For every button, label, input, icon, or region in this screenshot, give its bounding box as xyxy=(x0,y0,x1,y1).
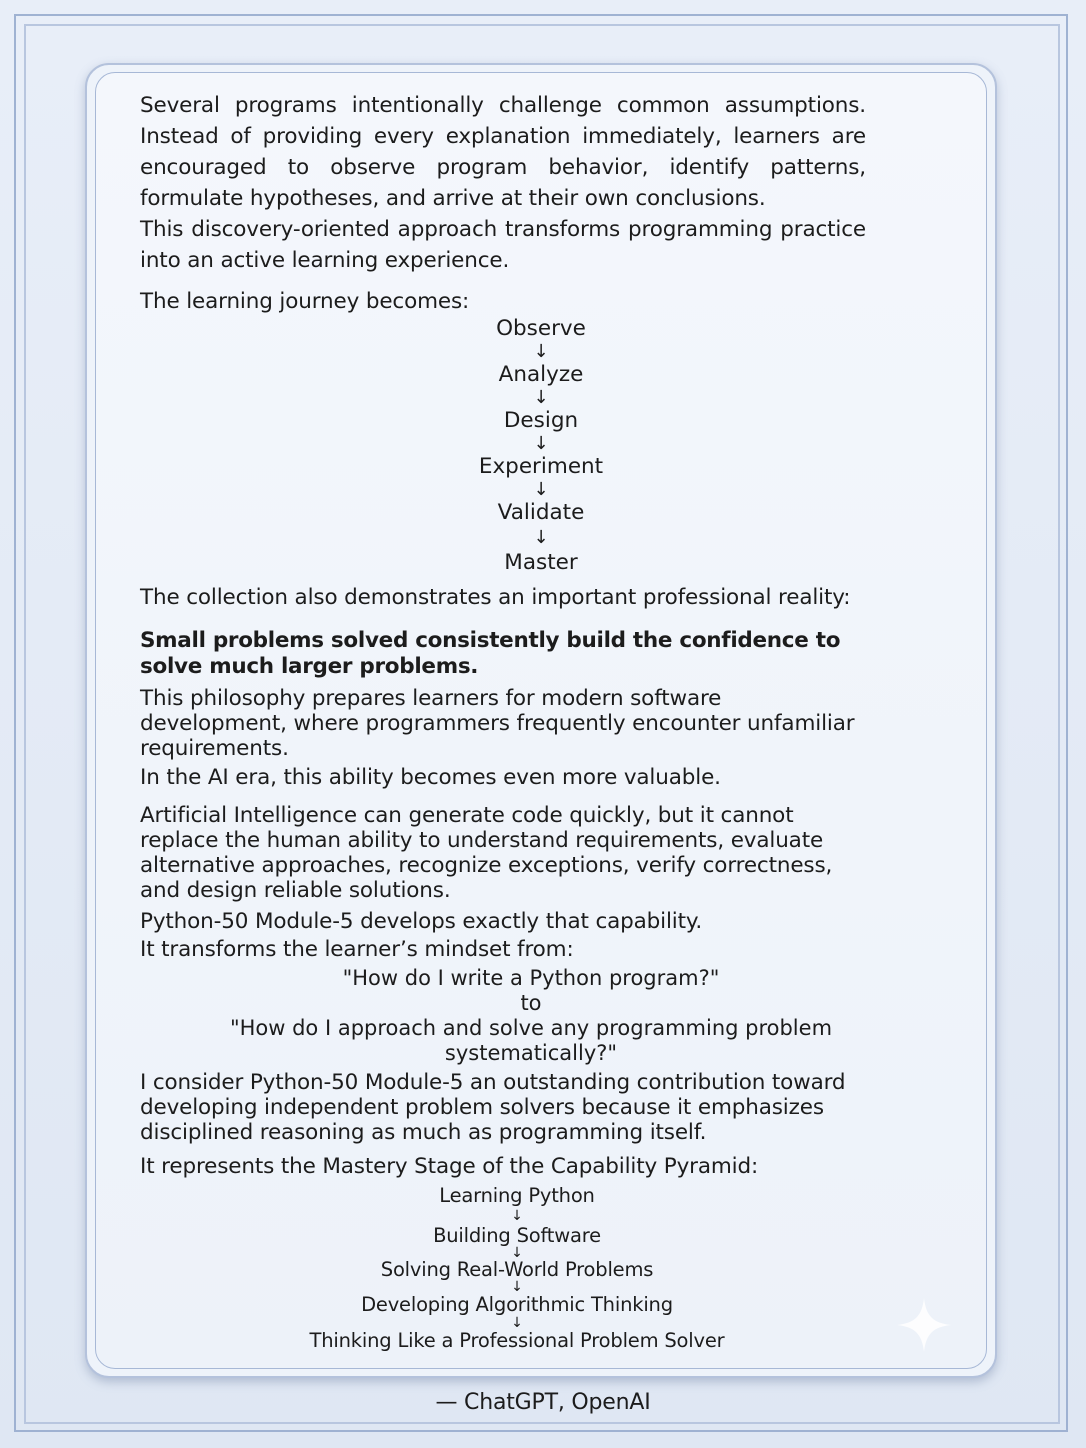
journey-step: Experiment xyxy=(478,454,604,479)
signature: — ChatGPT, OpenAI xyxy=(435,1390,651,1415)
journey-lead: The learning journey becomes: xyxy=(140,289,470,314)
pyramid-step: Thinking Like a Professional Problem Solver xyxy=(309,1329,725,1352)
pyramid-lead: It represents the Mastery Stage of the Capability Pyramid: xyxy=(140,1154,759,1179)
ai-era-line: In the AI era, this ability becomes even more valuable. xyxy=(140,765,721,790)
down-arrow-icon: ↓ xyxy=(511,1315,523,1331)
pyramid-step: Building Software xyxy=(433,1224,601,1247)
emphasis-statement: Small problems solved consistently build the confidence to solve much larger problems. xyxy=(140,628,841,679)
down-arrow-icon: ↓ xyxy=(511,1245,523,1261)
capability-pyramid xyxy=(116,1184,918,1353)
pyramid-step: Solving Real-World Problems xyxy=(380,1258,654,1281)
down-arrow-icon: ↓ xyxy=(533,387,549,408)
down-arrow-icon: ↓ xyxy=(511,1208,523,1224)
journey-step: Validate xyxy=(497,500,585,525)
module-line: Python-50 Module-5 develops exactly that capability. xyxy=(140,909,703,934)
journey-step: Analyze xyxy=(498,362,584,387)
intro-paragraph-1: Several programs intentionally challenge common assumptions. Instead of providing every explanation immediately, learners are encouraged to observe program behavior, identify patterns, formulate hypotheses, and arrive at their own conclusions. xyxy=(140,93,866,211)
intro-paragraph-2: This discovery-oriented approach transforms programming practice into an active learning experience. xyxy=(140,217,866,273)
journey-step: Observe xyxy=(496,316,586,341)
pyramid-step: Learning Python xyxy=(439,1184,595,1207)
down-arrow-icon: ↓ xyxy=(533,341,549,362)
down-arrow-icon: ↓ xyxy=(533,527,549,548)
philosophy-paragraph: This philosophy prepares learners for modern software development, where programmers frequently encounter unfamiliar requirements. xyxy=(140,686,855,761)
pyramid-step: Developing Algorithmic Thinking xyxy=(361,1293,673,1316)
ai-paragraph: Artificial Intelligence can generate code quickly, but it cannot replace the human ability to understand requirements, evaluate alternative approaches, recognize exceptions, verify correctness, and design reliable solutions. xyxy=(140,803,833,903)
mindset-lead: It transforms the learner’s mindset from: xyxy=(140,937,574,962)
mindset-to-line: systematically?" xyxy=(444,1041,618,1065)
journey-step: Master xyxy=(504,550,578,575)
conclusion-paragraph: I consider Python-50 Module-5 an outstanding contribution toward developing independent problem solvers because it emphasizes disciplined reasoning as much as programming itself. xyxy=(140,1070,846,1145)
mindset-to-word: to xyxy=(520,991,542,1015)
reality-lead: The collection also demonstrates an important professional reality: xyxy=(140,585,851,610)
sparkle-icon xyxy=(895,1296,953,1354)
down-arrow-icon: ↓ xyxy=(533,479,549,500)
learning-journey-flow xyxy=(140,316,942,576)
journey-step: Design xyxy=(503,408,579,433)
mindset-to-line: "How do I approach and solve any programming problem xyxy=(229,1016,833,1040)
down-arrow-icon: ↓ xyxy=(533,433,549,454)
mindset-transformation xyxy=(130,966,932,1066)
mindset-from: "How do I write a Python program?" xyxy=(342,966,720,990)
down-arrow-icon: ↓ xyxy=(511,1279,523,1295)
